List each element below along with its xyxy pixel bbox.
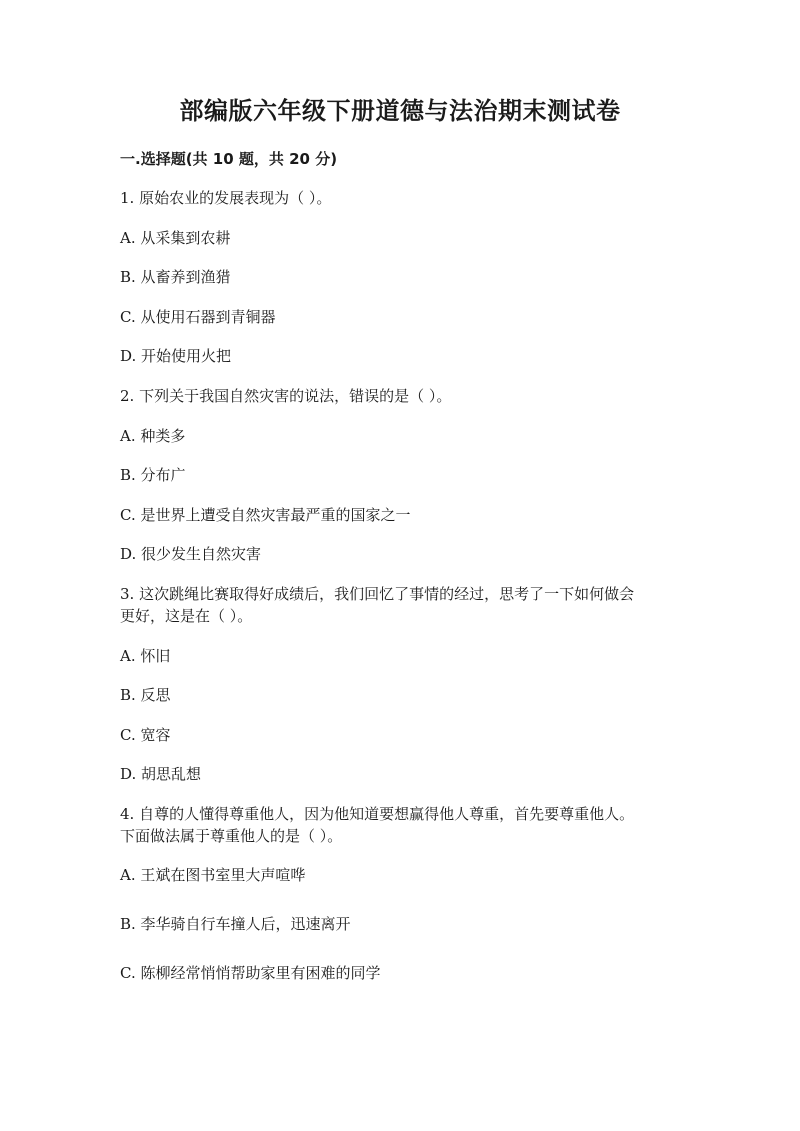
question-3-option-a[interactable]: A. 怀旧 bbox=[120, 647, 171, 665]
question-2-option-b[interactable]: B. 分布广 bbox=[120, 466, 186, 484]
question-3-stem-line-2: 更好，这是在（ ）。 bbox=[120, 607, 253, 625]
question-1-option-d[interactable]: D. 开始使用火把 bbox=[120, 347, 232, 365]
question-3-stem-line-1: 3. 这次跳绳比赛取得好成绩后，我们回忆了事情的经过，思考了一下如何做会 bbox=[120, 585, 635, 603]
question-4-option-a[interactable]: A. 王斌在图书室里大声喧哗 bbox=[120, 866, 306, 884]
question-4-stem-line-2: 下面做法属于尊重他人的是（ ）。 bbox=[120, 827, 343, 845]
question-3-option-d[interactable]: D. 胡思乱想 bbox=[120, 765, 202, 783]
question-1-option-c[interactable]: C. 从使用石器到青铜器 bbox=[120, 308, 276, 326]
question-3-stem bbox=[120, 583, 690, 627]
question-1-option-b[interactable]: B. 从畜养到渔猎 bbox=[120, 268, 231, 286]
question-4-option-b[interactable]: B. 李华骑自行车撞人后，迅速离开 bbox=[120, 915, 351, 933]
question-3-option-b[interactable]: B. 反思 bbox=[120, 686, 171, 704]
question-1-stem: 1. 原始农业的发展表现为（ ）。 bbox=[120, 189, 332, 207]
page-title: 部编版六年级下册道德与法治期末测试卷 bbox=[179, 96, 621, 125]
question-2-option-d[interactable]: D. 很少发生自然灾害 bbox=[120, 545, 262, 563]
question-1-option-a[interactable]: A. 从采集到农耕 bbox=[120, 229, 231, 247]
question-4-stem-line-1: 4. 自尊的人懂得尊重他人，因为他知道要想赢得他人尊重，首先要尊重他人。 bbox=[120, 805, 635, 823]
question-2-option-a[interactable]: A. 种类多 bbox=[120, 427, 186, 445]
question-3-option-c[interactable]: C. 宽容 bbox=[120, 726, 171, 744]
question-2-option-c[interactable]: C. 是世界上遭受自然灾害最严重的国家之一 bbox=[120, 506, 411, 524]
question-2-stem: 2. 下列关于我国自然灾害的说法，错误的是（ ）。 bbox=[120, 387, 452, 405]
question-4-option-c[interactable]: C. 陈柳经常悄悄帮助家里有困难的同学 bbox=[120, 964, 381, 982]
question-4-stem bbox=[120, 803, 690, 847]
section-heading: 一.选择题(共 10 题，共 20 分) bbox=[120, 150, 338, 168]
